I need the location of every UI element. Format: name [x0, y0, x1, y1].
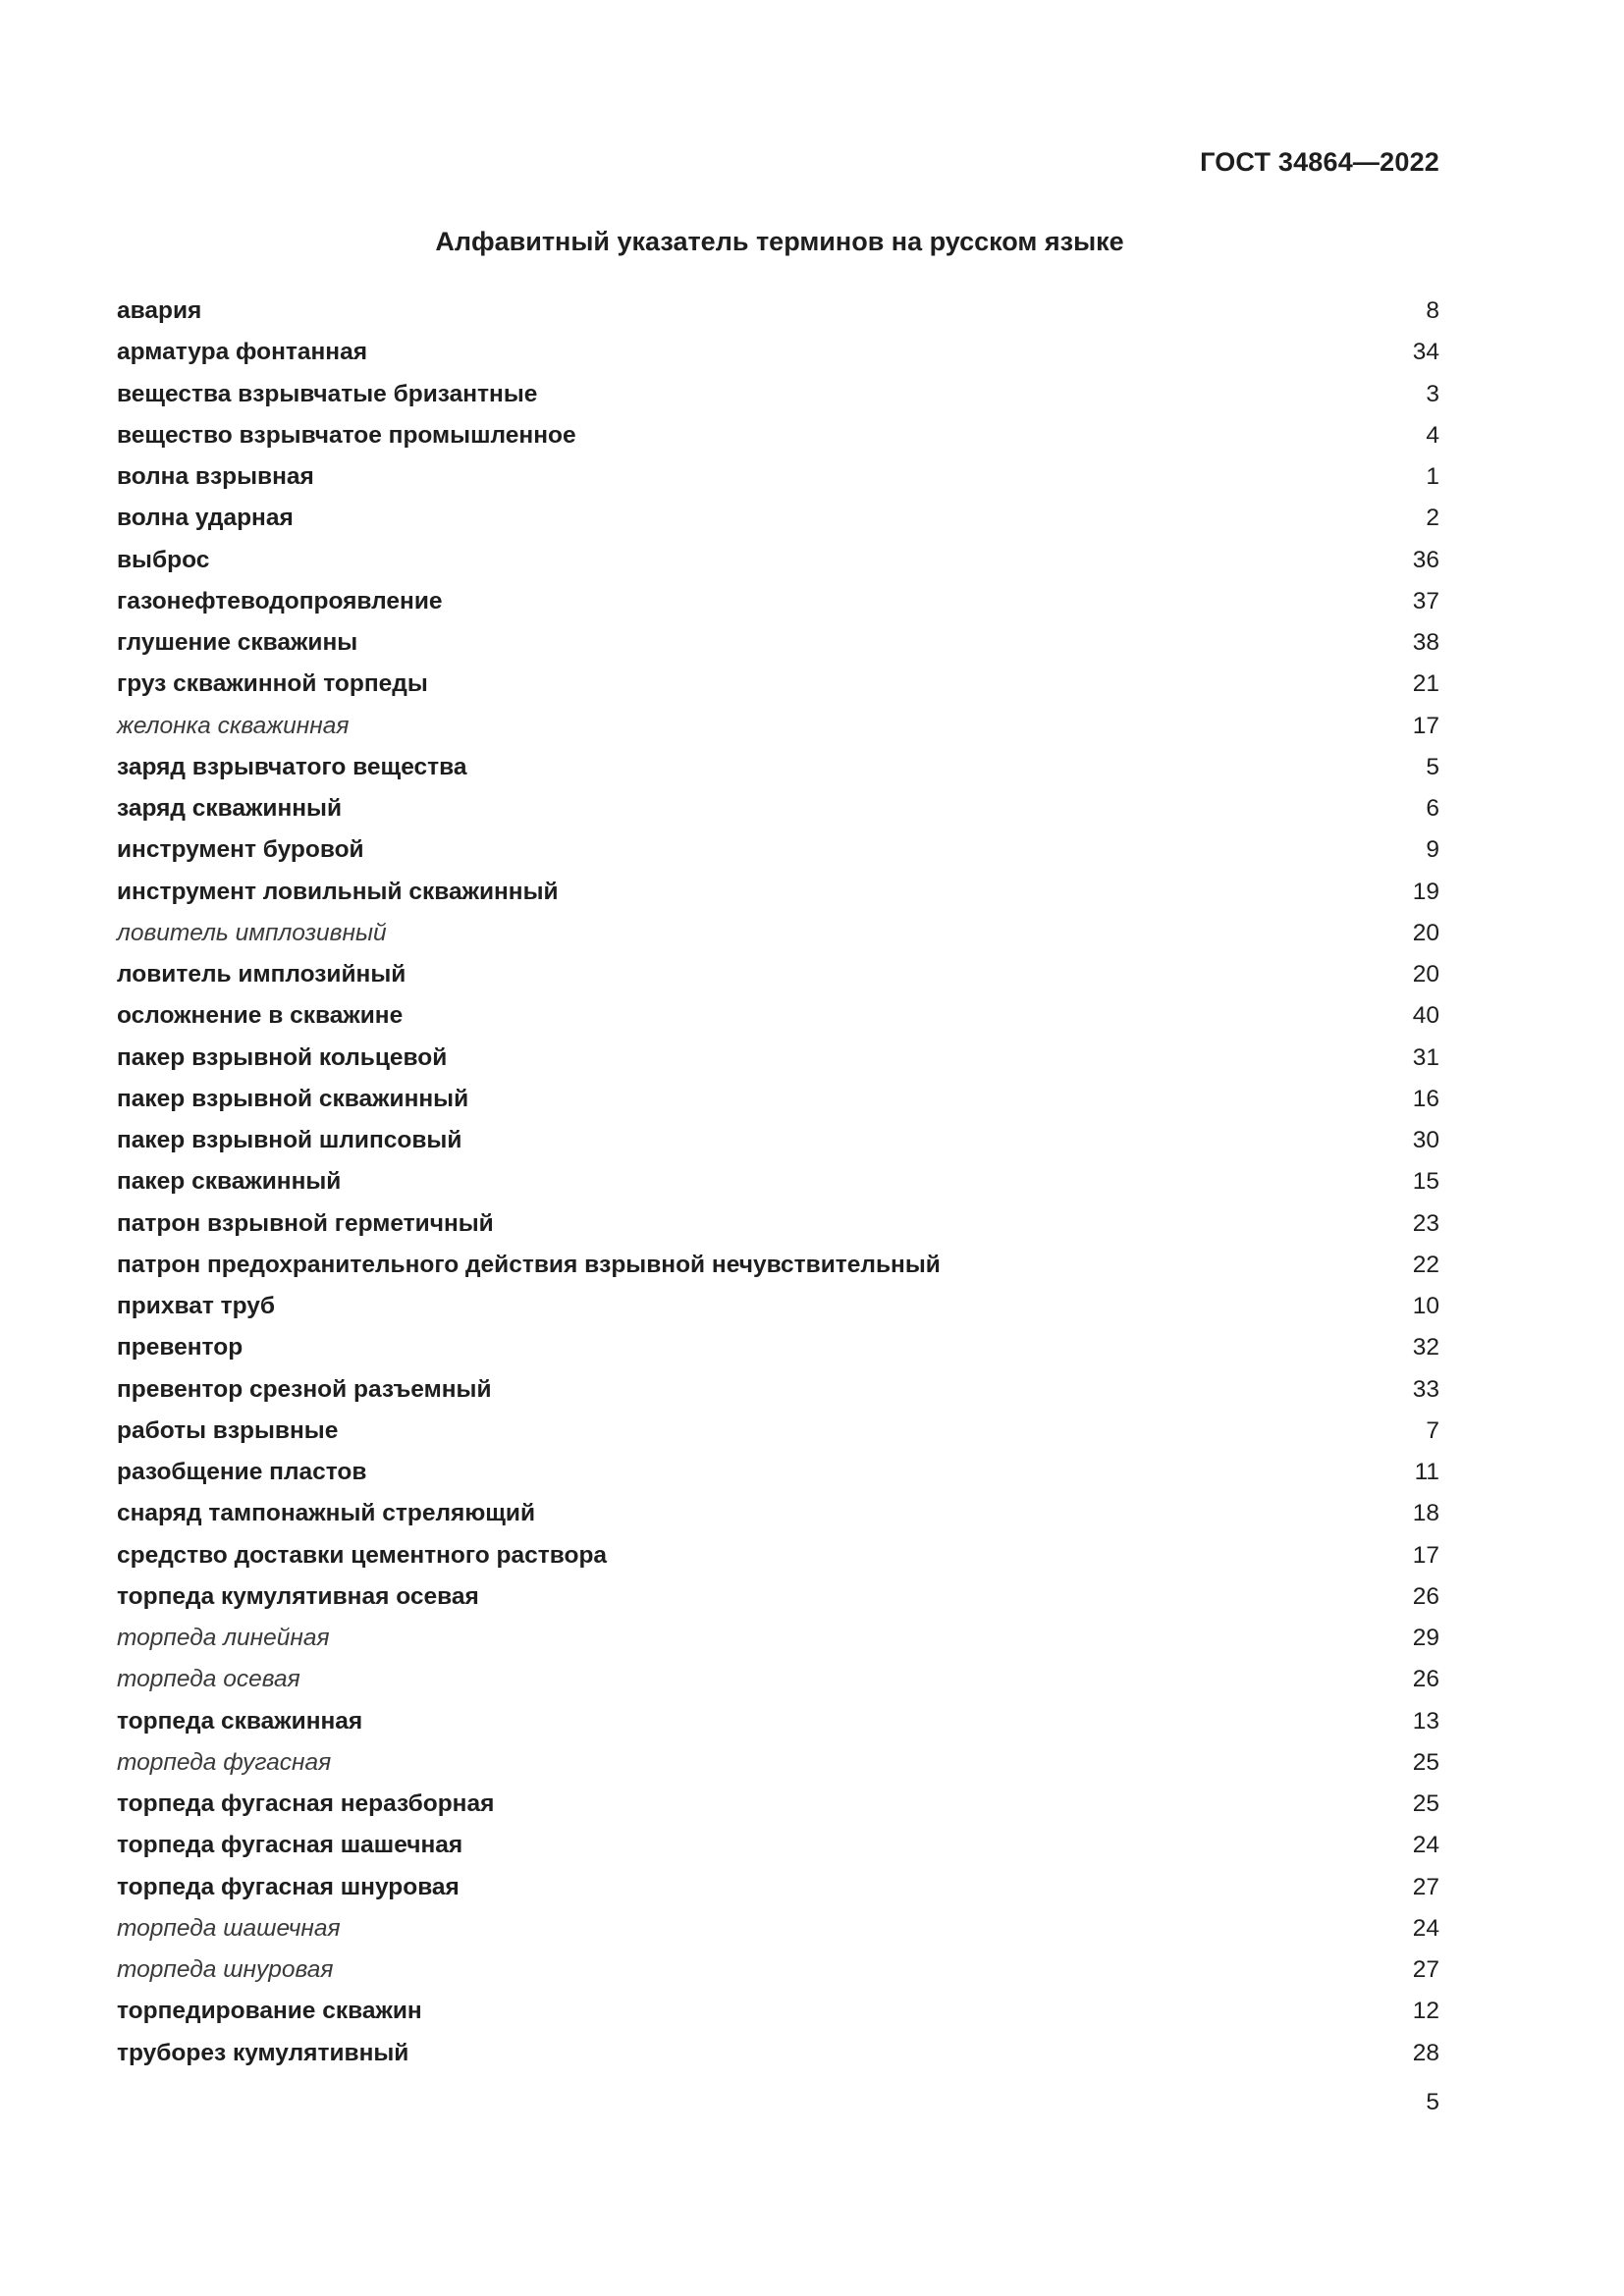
- index-term: превентор: [117, 1334, 244, 1362]
- index-term-number: 37: [1412, 587, 1439, 614]
- index-term: прихват труб: [117, 1293, 276, 1320]
- index-term-number: 15: [1412, 1168, 1439, 1196]
- index-entry: [117, 1825, 1439, 1866]
- index-term: патрон предохранительного действия взрывной нечувствительный: [117, 1251, 941, 1278]
- index-term: ловитель имплозивный: [117, 919, 387, 946]
- index-term: глушение скважины: [117, 629, 358, 657]
- index-entry: [117, 498, 1439, 539]
- index-term-number: 25: [1412, 1790, 1439, 1818]
- index-term-number: 31: [1412, 1043, 1439, 1071]
- index-term: газонефтеводопроявление: [117, 587, 443, 614]
- index-entry: [117, 1411, 1439, 1452]
- index-term: пакер взрывной шлипсовый: [117, 1127, 462, 1154]
- index-term: труборез кумулятивный: [117, 2039, 409, 2066]
- index-term: вещества взрывчатые бризантные: [117, 380, 538, 407]
- index-term-number: 22: [1412, 1251, 1439, 1278]
- index-entry: [117, 1535, 1439, 1576]
- index-entry: [117, 1742, 1439, 1784]
- index-term: торпеда шнуровая: [117, 1956, 334, 1984]
- index-term-number: 33: [1412, 1375, 1439, 1403]
- page-number: 5: [1426, 2089, 1439, 2115]
- index-term-number: 6: [1426, 795, 1439, 823]
- index-term-number: 20: [1412, 961, 1439, 988]
- index-term-number: 13: [1412, 1707, 1439, 1735]
- index-entry: [117, 1079, 1439, 1120]
- index-term-number: 27: [1412, 1873, 1439, 1900]
- index-entry: [117, 1369, 1439, 1411]
- index-term-number: 19: [1412, 878, 1439, 905]
- term-index-list: [117, 291, 1439, 2074]
- index-entry: [117, 291, 1439, 332]
- index-entry: [117, 829, 1439, 871]
- index-term: торпеда кумулятивная осевая: [117, 1582, 479, 1610]
- index-term: торпедирование скважин: [117, 1998, 422, 2025]
- index-entry: [117, 1245, 1439, 1286]
- index-term: пакер взрывной кольцевой: [117, 1043, 448, 1071]
- index-term: снаряд тампонажный стреляющий: [117, 1500, 536, 1527]
- index-term-number: 36: [1412, 546, 1439, 573]
- index-term: груз скважинной торпеды: [117, 670, 428, 698]
- index-term: желонка скважинная: [117, 712, 350, 739]
- index-term-number: 34: [1412, 339, 1439, 366]
- index-term: выброс: [117, 546, 210, 573]
- index-term-number: 32: [1412, 1334, 1439, 1362]
- index-term: торпеда фугасная неразборная: [117, 1790, 495, 1818]
- index-entry: [117, 415, 1439, 456]
- index-term-number: 7: [1426, 1416, 1439, 1444]
- index-entry: [117, 1161, 1439, 1202]
- index-term-number: 8: [1426, 297, 1439, 325]
- index-entry: [117, 788, 1439, 829]
- index-term-number: 26: [1412, 1582, 1439, 1610]
- document-id: ГОСТ 34864—2022: [1200, 147, 1439, 177]
- index-term-number: 1: [1426, 463, 1439, 491]
- index-entry: [117, 872, 1439, 913]
- index-term-number: 11: [1414, 1459, 1439, 1486]
- index-term-number: 29: [1412, 1625, 1439, 1652]
- index-term-number: 17: [1412, 712, 1439, 739]
- index-term: превентор срезной разъемный: [117, 1375, 492, 1403]
- index-term: инструмент буровой: [117, 836, 364, 864]
- index-entry: [117, 954, 1439, 995]
- index-entry: [117, 706, 1439, 747]
- index-entry: [117, 332, 1439, 373]
- index-term: авария: [117, 297, 202, 325]
- index-term-number: 18: [1412, 1500, 1439, 1527]
- index-term: пакер скважинный: [117, 1168, 342, 1196]
- index-term-number: 16: [1412, 1085, 1439, 1112]
- index-entry: [117, 1203, 1439, 1245]
- index-entry: [117, 2033, 1439, 2074]
- index-term-number: 21: [1412, 670, 1439, 698]
- index-term-number: 24: [1412, 1832, 1439, 1859]
- index-term-number: 20: [1412, 919, 1439, 946]
- index-term-number: 25: [1412, 1748, 1439, 1776]
- index-entry: [117, 1949, 1439, 1991]
- index-term: торпеда скважинная: [117, 1707, 363, 1735]
- index-term: торпеда шашечная: [117, 1914, 341, 1942]
- index-term: арматура фонтанная: [117, 339, 368, 366]
- index-entry: [117, 622, 1439, 664]
- index-term-number: 23: [1412, 1209, 1439, 1237]
- index-term: средство доставки цементного раствора: [117, 1541, 608, 1569]
- index-term: пакер взрывной скважинный: [117, 1085, 469, 1112]
- index-term-number: 24: [1412, 1914, 1439, 1942]
- index-term: заряд взрывчатого вещества: [117, 753, 467, 780]
- index-term: торпеда линейная: [117, 1625, 330, 1652]
- index-term: вещество взрывчатое промышленное: [117, 421, 576, 449]
- index-term: волна ударная: [117, 505, 294, 532]
- index-term: торпеда фугасная шашечная: [117, 1832, 463, 1859]
- index-entry: [117, 581, 1439, 622]
- index-entry: [117, 664, 1439, 705]
- index-term: работы взрывные: [117, 1416, 339, 1444]
- index-term: торпеда фугасная шнуровая: [117, 1873, 460, 1900]
- index-term: заряд скважинный: [117, 795, 343, 823]
- index-term: торпеда фугасная: [117, 1748, 332, 1776]
- index-term-number: 12: [1412, 1998, 1439, 2025]
- index-entry: [117, 374, 1439, 415]
- index-entry: [117, 1452, 1439, 1493]
- page-title: Алфавитный указатель терминов на русском языке: [435, 227, 1124, 256]
- index-term: инструмент ловильный скважинный: [117, 878, 559, 905]
- index-term-number: 17: [1412, 1541, 1439, 1569]
- index-entry: [117, 1701, 1439, 1742]
- index-entry: [117, 456, 1439, 498]
- index-term-number: 30: [1412, 1127, 1439, 1154]
- index-entry: [117, 913, 1439, 954]
- index-entry: [117, 1120, 1439, 1161]
- index-term-number: 27: [1412, 1956, 1439, 1984]
- index-term-number: 38: [1412, 629, 1439, 657]
- index-term: волна взрывная: [117, 463, 314, 491]
- index-entry: [117, 1867, 1439, 1908]
- index-term-number: 28: [1412, 2039, 1439, 2066]
- index-term-number: 2: [1426, 505, 1439, 532]
- index-entry: [117, 1493, 1439, 1534]
- index-entry: [117, 540, 1439, 581]
- index-entry: [117, 1286, 1439, 1327]
- index-term-number: 5: [1426, 753, 1439, 780]
- index-entry: [117, 995, 1439, 1037]
- index-term-number: 4: [1426, 421, 1439, 449]
- index-term: торпеда осевая: [117, 1666, 300, 1693]
- index-term-number: 3: [1426, 380, 1439, 407]
- index-entry: [117, 1991, 1439, 2032]
- index-entry: [117, 747, 1439, 788]
- index-entry: [117, 1618, 1439, 1659]
- index-term: патрон взрывной герметичный: [117, 1209, 494, 1237]
- index-term-number: 9: [1426, 836, 1439, 864]
- index-entry: [117, 1576, 1439, 1618]
- index-term-number: 10: [1412, 1293, 1439, 1320]
- index-entry: [117, 1038, 1439, 1079]
- index-entry: [117, 1784, 1439, 1825]
- index-term: осложнение в скважине: [117, 1002, 404, 1030]
- index-entry: [117, 1327, 1439, 1368]
- index-term-number: 26: [1412, 1666, 1439, 1693]
- index-term-number: 40: [1412, 1002, 1439, 1030]
- index-term: разобщение пластов: [117, 1459, 367, 1486]
- index-entry: [117, 1659, 1439, 1700]
- index-term: ловитель имплозийный: [117, 961, 406, 988]
- index-entry: [117, 1908, 1439, 1949]
